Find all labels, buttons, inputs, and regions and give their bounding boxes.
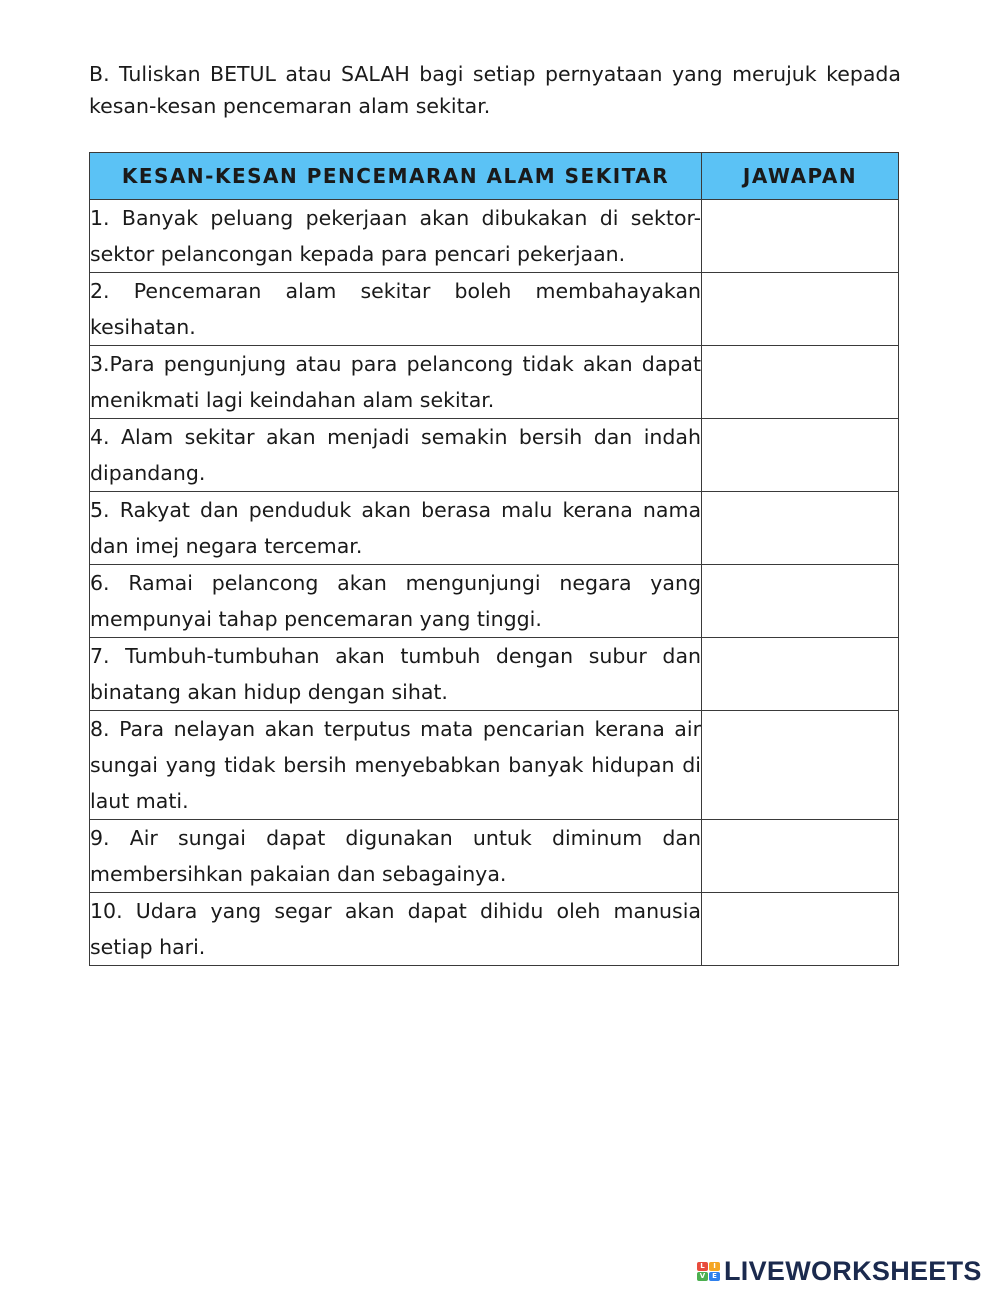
logo-mark-tile: V	[697, 1272, 708, 1281]
column-header-statement: KESAN-KESAN PENCEMARAN ALAM SEKITAR	[90, 153, 702, 200]
logo-mark-icon	[697, 1262, 720, 1281]
answer-cell[interactable]	[702, 820, 899, 893]
table-row	[90, 492, 899, 565]
logo-mark-tile: L	[697, 1262, 708, 1271]
statement-cell: 8. Para nelayan akan terputus mata pencarian kerana air sungai yang tidak bersih menyebabkan banyak hidupan di laut mati.	[90, 711, 702, 820]
table-row	[90, 893, 899, 966]
column-header-answer: JAWAPAN	[702, 153, 899, 200]
instruction-text: B. Tuliskan BETUL atau SALAH bagi setiap pernyataan yang merujuk kepada kesan-kesan pencemaran alam sekitar.	[89, 62, 901, 118]
answer-cell[interactable]	[702, 346, 899, 419]
table-row	[90, 820, 899, 893]
statement-cell: 5. Rakyat dan penduduk akan berasa malu kerana nama dan imej negara tercemar.	[90, 492, 702, 565]
table-row	[90, 638, 899, 711]
statement-cell: 6. Ramai pelancong akan mengunjungi negara yang mempunyai tahap pencemaran yang tinggi.	[90, 565, 702, 638]
answer-cell[interactable]	[702, 565, 899, 638]
logo-mark-tile: E	[709, 1272, 720, 1281]
statement-cell: 4. Alam sekitar akan menjadi semakin bersih dan indah dipandang.	[90, 419, 702, 492]
table-row	[90, 711, 899, 820]
table-header-row	[90, 153, 899, 200]
statement-cell: 3.Para pengunjung atau para pelancong tidak akan dapat menikmati lagi keindahan alam sekitar.	[90, 346, 702, 419]
table-row	[90, 200, 899, 273]
answer-cell[interactable]	[702, 893, 899, 966]
liveworksheets-logo	[697, 1255, 982, 1287]
answer-cell[interactable]	[702, 492, 899, 565]
statement-cell: 2. Pencemaran alam sekitar boleh membahayakan kesihatan.	[90, 273, 702, 346]
table-row	[90, 346, 899, 419]
answer-table	[89, 152, 899, 966]
logo-mark-tile: I	[709, 1262, 720, 1271]
statement-cell: 1. Banyak peluang pekerjaan akan dibukakan di sektor-sektor pelancongan kepada para pencari pekerjaan.	[90, 200, 702, 273]
logo-text: LIVEWORKSHEETS	[724, 1256, 982, 1286]
table-row	[90, 565, 899, 638]
answer-cell[interactable]	[702, 200, 899, 273]
table-row	[90, 419, 899, 492]
statement-cell: 7. Tumbuh-tumbuhan akan tumbuh dengan subur dan binatang akan hidup dengan sihat.	[90, 638, 702, 711]
table-row	[90, 273, 899, 346]
statement-cell: 9. Air sungai dapat digunakan untuk diminum dan membersihkan pakaian dan sebagainya.	[90, 820, 702, 893]
answer-cell[interactable]	[702, 419, 899, 492]
answer-cell[interactable]	[702, 273, 899, 346]
answer-cell[interactable]	[702, 638, 899, 711]
statement-cell: 10. Udara yang segar akan dapat dihidu oleh manusia setiap hari.	[90, 893, 702, 966]
answer-cell[interactable]	[702, 711, 899, 820]
